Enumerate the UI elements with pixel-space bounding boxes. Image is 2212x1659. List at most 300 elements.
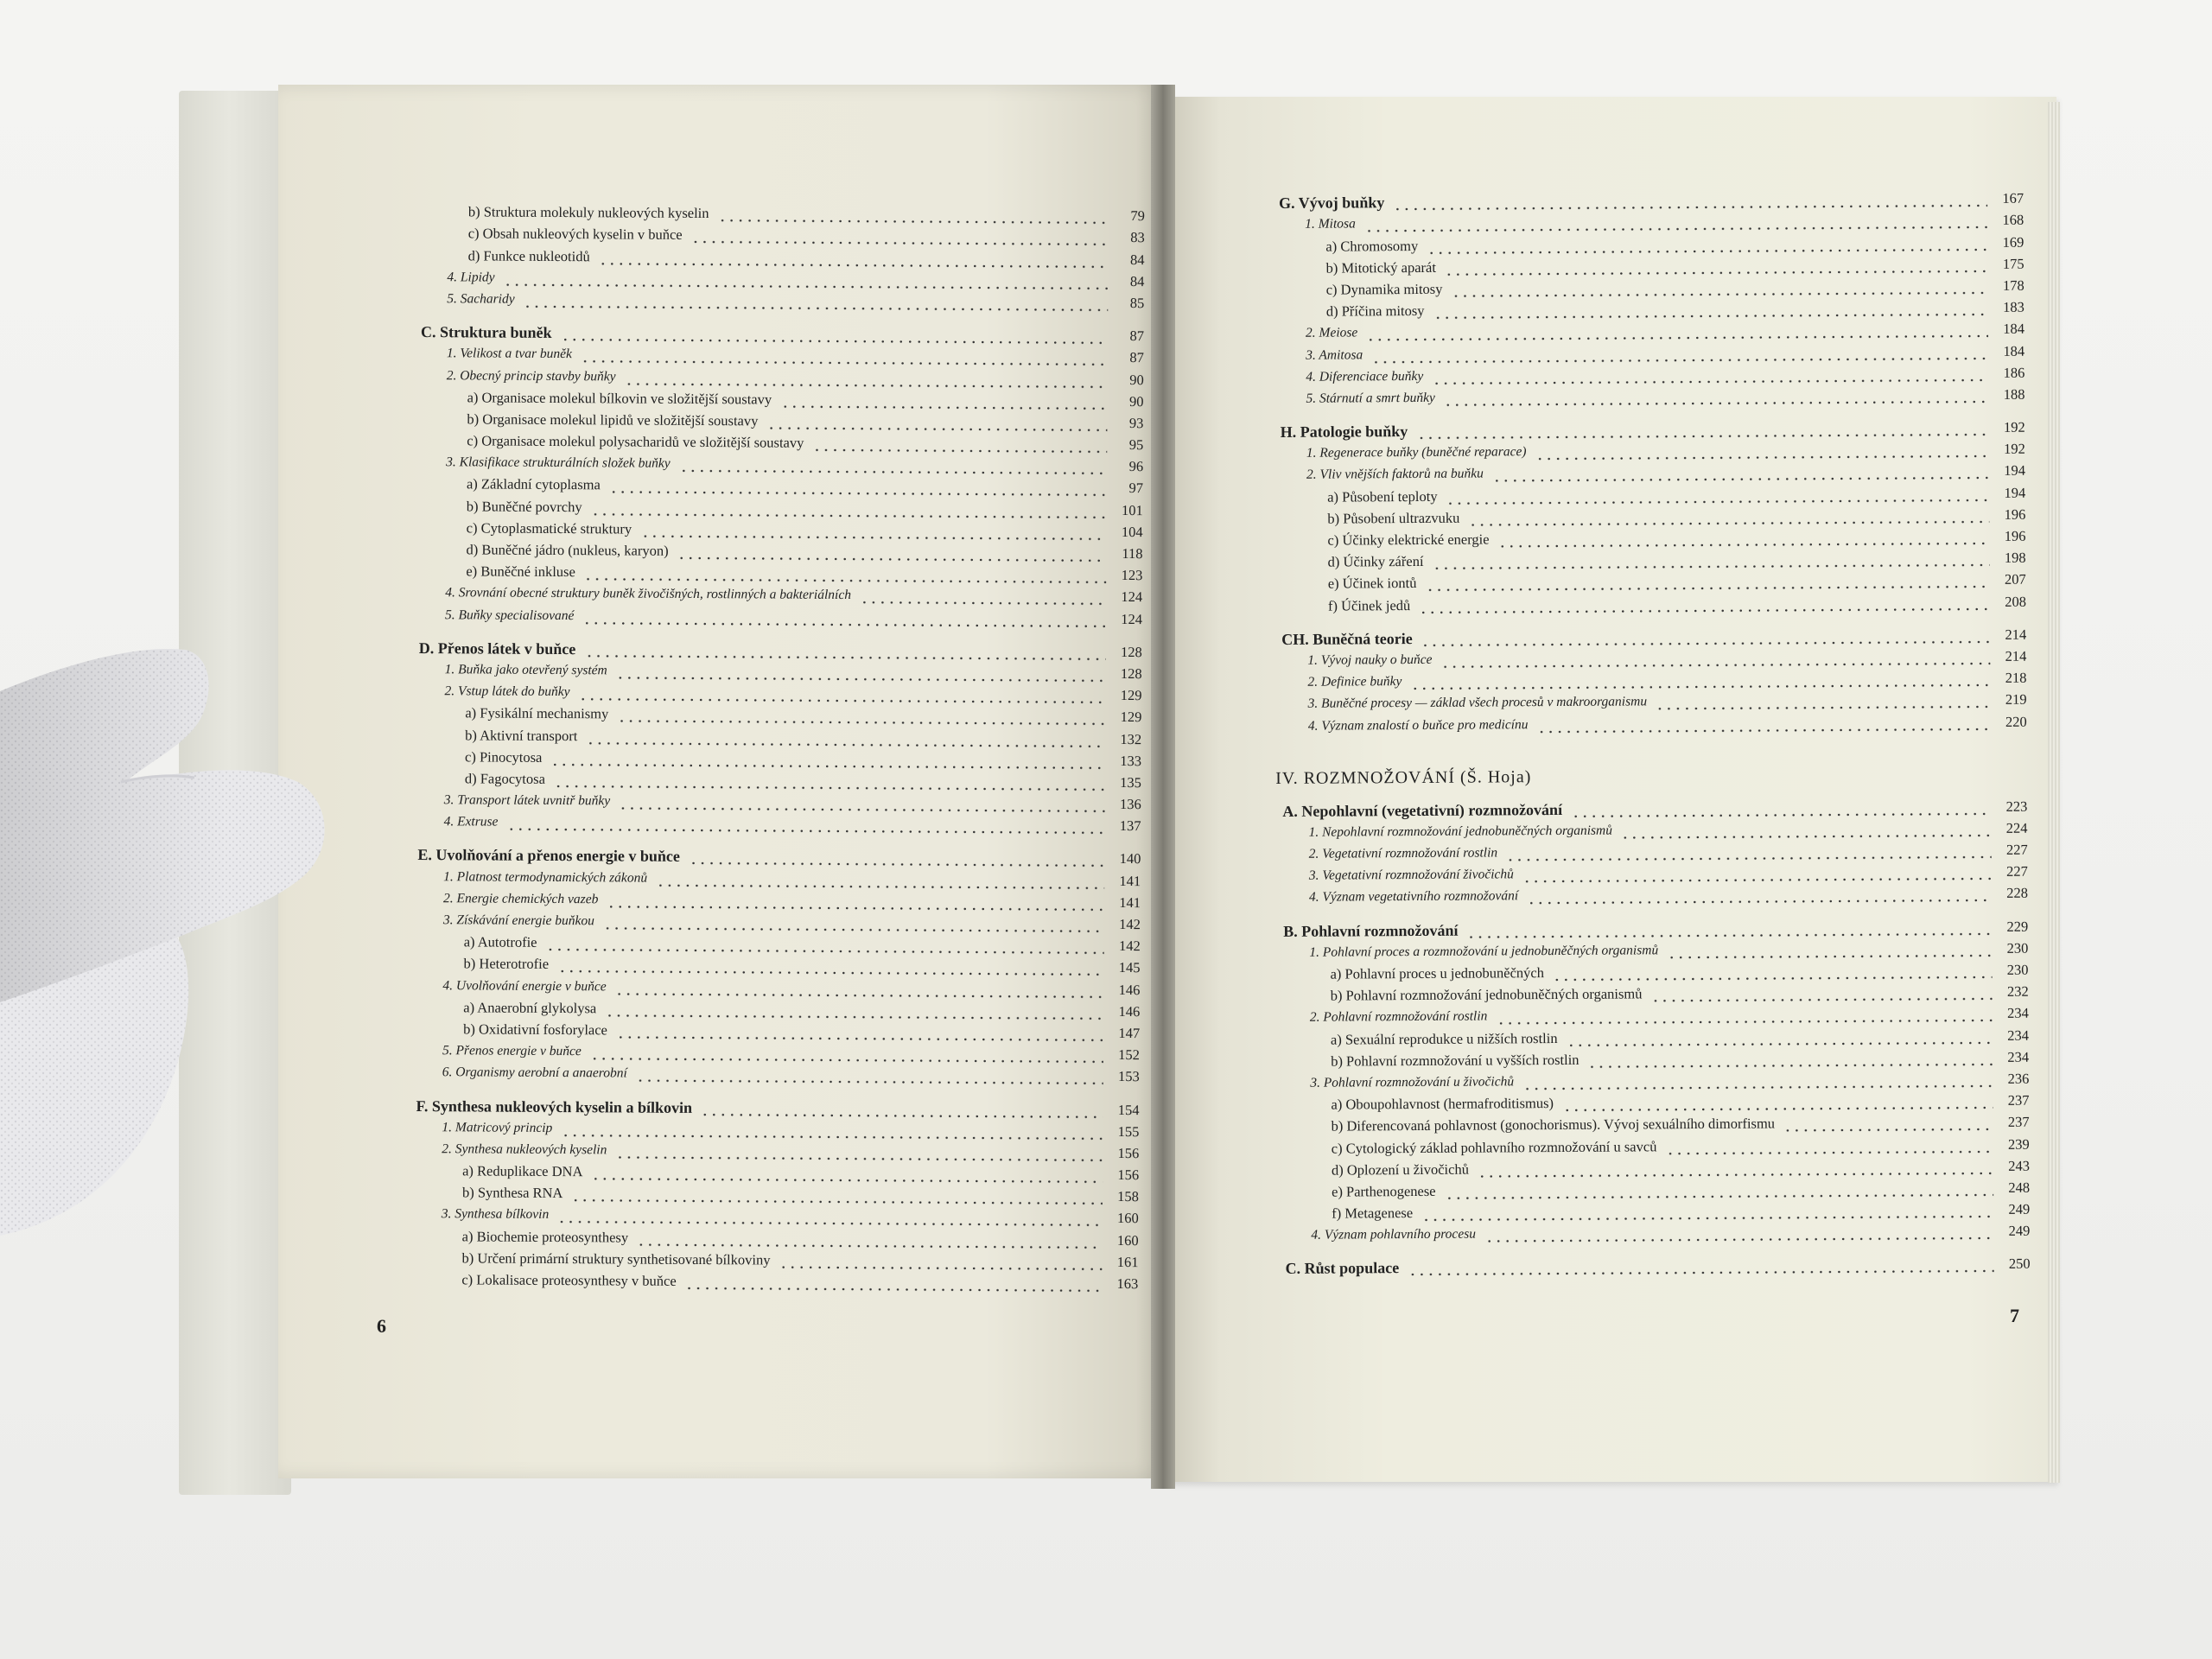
- toc-entry-title: e) Účinek iontů: [1327, 575, 1417, 592]
- toc-entry-title: d) Fagocytosa: [464, 770, 545, 787]
- toc-entry-page: 155: [1117, 1122, 1140, 1140]
- toc-section-entry: [1272, 186, 2024, 213]
- dot-leader: [1522, 1071, 1993, 1090]
- toc-entry: [1275, 709, 2027, 735]
- toc-entry-title: a) Reduplikace DNA: [462, 1162, 583, 1180]
- toc-entry-page: 129: [1120, 687, 1142, 704]
- toc-entry-title: 5. Sacharidy: [447, 291, 515, 307]
- toc-entry: [414, 264, 1144, 290]
- dot-leader: [506, 814, 1104, 835]
- toc-section-entry: [1279, 1251, 2031, 1278]
- toc-entry-page: 248: [2008, 1179, 2031, 1196]
- dot-leader: [603, 912, 1104, 933]
- toc-entry-title: 6. Organismy aerobní a anaerobní: [442, 1065, 627, 1081]
- toc-entry-title: a) Organisace molekul bílkovin ve složitější soustavy: [467, 389, 772, 408]
- dot-leader: [780, 391, 1108, 410]
- dot-leader: [561, 324, 1109, 345]
- toc-entry-title: 2. Vstup látek do buňky: [444, 683, 570, 700]
- toc-entry-title: 3. Amitosa: [1306, 346, 1363, 363]
- toc-entry-page: 196: [2004, 527, 2026, 544]
- toc-entry-title: F. Synthesa nukleových kyselin a bílkovin: [416, 1096, 693, 1116]
- dot-leader: [677, 543, 1107, 563]
- toc-entry-page: 208: [2005, 593, 2026, 610]
- dot-leader: [504, 269, 1109, 289]
- toc-entry: [1274, 567, 2026, 594]
- dot-leader: [1421, 626, 1991, 647]
- page-number-right: 7: [2010, 1305, 2019, 1326]
- toc-entry-title: 1. Nepohlavní rozmnožování jednobuněčných organismů: [1308, 823, 1613, 840]
- toc-entry-page: 128: [1120, 664, 1142, 683]
- toc-entry-title: a) Fysikální mechanismy: [465, 704, 609, 722]
- dot-leader: [1440, 648, 1990, 669]
- dot-leader: [605, 1000, 1103, 1020]
- toc-entry-title: 2. Definice buňky: [1307, 674, 1402, 690]
- toc-entry: [410, 907, 1141, 933]
- toc-entry-page: 239: [2007, 1135, 2030, 1153]
- toc-entry: [1273, 381, 2024, 408]
- dot-leader: [617, 706, 1105, 726]
- toc-entry-title: 2. Vliv vnějších faktorů na buňku: [1306, 466, 1484, 483]
- toc-entry: [1276, 935, 2028, 962]
- toc-entry: [410, 886, 1141, 912]
- dot-leader: [584, 563, 1107, 584]
- toc-entry-page: 194: [2004, 462, 2026, 480]
- toc-entry: [1276, 957, 2028, 983]
- toc-entry-title: f) Účinek jedů: [1327, 596, 1411, 614]
- toc-entry-page: 145: [1118, 959, 1141, 976]
- toc-entry-title: a) Oboupohlavnost (hermafroditismus): [1331, 1095, 1554, 1113]
- dot-leader: [545, 934, 1103, 955]
- toc-entry-page: 124: [1121, 588, 1143, 606]
- toc-entry: [410, 972, 1140, 998]
- toc-entry-title: G. Vývoj buňky: [1279, 194, 1385, 213]
- dot-leader: [1445, 256, 1988, 276]
- toc-entry-title: c) Účinky elektrické energie: [1327, 531, 1490, 549]
- toc-entry-page: 147: [1118, 1024, 1141, 1042]
- dot-leader: [1445, 1179, 1994, 1200]
- toc-entry-title: 4. Význam vegetativního rozmnožování: [1308, 888, 1519, 906]
- toc-entry: [413, 406, 1143, 432]
- toc-entry-page: 95: [1128, 436, 1144, 454]
- dot-leader: [1478, 1158, 1993, 1179]
- dot-leader: [524, 291, 1109, 312]
- toc-entry-page: 156: [1117, 1144, 1140, 1162]
- toc-entry-title: 2. Energie chemických vazeb: [443, 891, 599, 907]
- dot-leader: [1484, 1223, 1994, 1243]
- toc-entry: [408, 1267, 1138, 1293]
- toc-entry: [1273, 359, 2024, 386]
- dot-leader: [582, 607, 1106, 628]
- toc-entry-page: 192: [2004, 440, 2025, 458]
- toc-entry: [1277, 979, 2029, 1006]
- toc-entry-title: 1. Pohlavní proces a rozmnožování u jednobuněčných organismů: [1309, 943, 1659, 960]
- dot-leader: [599, 248, 1109, 269]
- toc-entry-page: 227: [2005, 841, 2028, 858]
- dot-leader: [561, 1120, 1103, 1141]
- toc-entry: [413, 493, 1143, 518]
- toc-entry-title: b) Působení ultrazvuku: [1327, 509, 1460, 527]
- toc-entry-title: A. Nepohlavní (vegetativní) rozmnožování: [1282, 800, 1563, 820]
- toc-entry: [411, 700, 1141, 726]
- dot-leader: [586, 728, 1105, 748]
- toc-entry-title: 4. Uvolňování energie v buňce: [442, 977, 607, 994]
- toc-entry: [1276, 837, 2028, 864]
- dot-leader: [625, 368, 1108, 388]
- table-of-contents-left: [408, 199, 1145, 1293]
- toc-section-entry: [1274, 621, 2026, 648]
- dot-leader: [607, 891, 1104, 912]
- toc-section-entry: [1276, 913, 2028, 940]
- toc-entry-page: 214: [2005, 647, 2027, 664]
- toc-entry: [410, 1038, 1140, 1064]
- toc-entry-title: a) Anaerobní glykolysa: [463, 999, 597, 1017]
- toc-entry: [1273, 272, 2024, 299]
- toc-entry-page: 84: [1130, 251, 1145, 268]
- dot-leader: [584, 640, 1106, 661]
- toc-entry: [1274, 545, 2026, 572]
- dot-leader: [1444, 386, 1989, 407]
- book-cover-edge: [179, 91, 291, 1495]
- toc-entry: [1278, 1109, 2030, 1136]
- toc-section-entry: [1274, 415, 2025, 442]
- dot-leader: [1667, 940, 1992, 959]
- toc-entry-title: 4. Extruse: [443, 814, 499, 830]
- toc-entry-title: b) Synthesa RNA: [461, 1184, 563, 1202]
- toc-entry-page: 230: [2006, 961, 2029, 978]
- toc-entry-title: 1. Velikost a tvar buněk: [446, 346, 573, 362]
- toc-entry-title: 1. Regenerace buňky (buněčné reparace): [1306, 444, 1527, 461]
- toc-entry-title: d) Buněčné jádro (nukleus, karyon): [466, 541, 669, 559]
- toc-entry-page: 168: [2002, 212, 2024, 229]
- toc-entry: [1272, 207, 2024, 234]
- toc-entry: [413, 515, 1143, 541]
- toc-entry: [1276, 880, 2028, 907]
- toc-entry-page: 141: [1119, 893, 1141, 911]
- toc-entry: [409, 1179, 1139, 1205]
- toc-entry-title: b) Oxidativní fosforylace: [463, 1020, 607, 1039]
- dot-leader: [1783, 1114, 1993, 1132]
- toc-entry-title: 3. Získávání energie buňkou: [442, 912, 595, 929]
- toc-entry: [409, 1136, 1139, 1162]
- dot-leader: [1497, 528, 1989, 548]
- toc-entry: [410, 950, 1141, 976]
- toc-entry-title: C. Struktura buněk: [420, 323, 552, 342]
- toc-entry: [1278, 1131, 2030, 1158]
- toc-entry-title: c) Cytoplasmatické struktury: [466, 519, 632, 537]
- dot-leader: [1562, 1092, 1993, 1112]
- toc-entry-title: e) Buněčné inkluse: [466, 563, 575, 581]
- toc-entry-title: 1. Matricový princip: [442, 1119, 553, 1135]
- toc-entry-page: 236: [2007, 1070, 2030, 1087]
- toc-entry: [1274, 643, 2026, 670]
- toc-entry-title: 3. Vegetativní rozmnožování živočichů: [1308, 867, 1514, 884]
- toc-entry-title: c) Cytologický základ pohlavního rozmnožování u savců: [1331, 1137, 1657, 1157]
- toc-entry-page: 188: [2003, 385, 2025, 403]
- toc-entry-title: 2. Meiose: [1305, 325, 1358, 341]
- dot-leader: [779, 1251, 1102, 1270]
- toc-entry: [1274, 436, 2025, 463]
- toc-entry-page: 142: [1118, 938, 1141, 955]
- toc-entry-page: 152: [1118, 1046, 1141, 1064]
- dot-leader: [1571, 798, 1991, 818]
- toc-entry-page: 158: [1117, 1188, 1140, 1205]
- toc-entry-page: 96: [1128, 458, 1144, 475]
- dot-leader: [1468, 506, 1989, 527]
- toc-entry-page: 192: [2003, 418, 2025, 435]
- toc-entry-title: b) Heterotrofie: [463, 955, 550, 973]
- toc-entry-page: 137: [1119, 817, 1141, 835]
- dot-leader: [637, 1229, 1103, 1249]
- toc-entry-page: 249: [2008, 1200, 2031, 1217]
- toc-entry-page: 234: [2007, 1027, 2030, 1044]
- toc-entry-page: 85: [1129, 294, 1145, 312]
- toc-entry-page: 87: [1129, 349, 1144, 366]
- toc-entry-page: 167: [2002, 189, 2024, 207]
- dot-leader: [616, 662, 1106, 682]
- toc-entry: [409, 1158, 1139, 1184]
- toc-entry-page: 196: [2004, 505, 2026, 523]
- toc-entry-page: 184: [2003, 320, 2025, 338]
- dot-leader: [1535, 441, 1988, 461]
- page-stack-edge: [2048, 102, 2060, 1483]
- dot-leader: [581, 346, 1108, 366]
- toc-entry-page: 223: [2005, 798, 2028, 815]
- dot-leader: [1433, 299, 1987, 320]
- toc-entry-page: 132: [1120, 730, 1142, 747]
- dot-leader: [554, 771, 1105, 791]
- toc-part-heading: [1275, 753, 2027, 786]
- toc-entry-page: 87: [1129, 327, 1145, 345]
- dot-leader: [701, 1099, 1103, 1119]
- toc-entry-page: 214: [2005, 626, 2027, 643]
- toc-entry-title: b) Pohlavní rozmnožování jednobuněčných organismů: [1330, 985, 1643, 1004]
- dot-leader: [1553, 962, 1993, 982]
- toc-entry-page: 178: [2002, 276, 2024, 294]
- toc-entry-page: 141: [1119, 872, 1141, 889]
- toc-entry: [409, 1201, 1139, 1227]
- toc-entry: [410, 863, 1141, 889]
- toc-entry: [1277, 1022, 2029, 1049]
- dot-leader: [766, 412, 1107, 431]
- toc-entry: [1272, 251, 2024, 277]
- dot-leader: [685, 1273, 1103, 1293]
- toc-entry-page: 146: [1118, 981, 1141, 998]
- toc-entry-page: 249: [2008, 1222, 2031, 1240]
- toc-entry-title: 4. Význam znalostí o buňce pro medicínu: [1307, 716, 1529, 734]
- toc-section-entry: [414, 319, 1144, 345]
- toc-entry-title: 1. Vývoj nauky o buňce: [1307, 652, 1433, 668]
- dot-leader: [615, 1141, 1103, 1161]
- toc-entry-title: CH. Buněčná teorie: [1281, 629, 1413, 648]
- toc-entry: [1274, 665, 2026, 692]
- toc-entry-page: 142: [1119, 915, 1141, 933]
- toc-entry-title: d) Funkce nukleotidů: [467, 246, 590, 264]
- toc-entry: [414, 286, 1144, 312]
- toc-entry: [415, 220, 1145, 246]
- toc-entry-title: d) Příčina mitosy: [1325, 302, 1425, 320]
- toc-entry-title: 4. Význam pohlavního procesu: [1311, 1226, 1477, 1243]
- toc-entry: [414, 384, 1144, 410]
- dot-leader: [619, 793, 1105, 813]
- toc-entry-page: 227: [2006, 862, 2028, 880]
- toc-entry-title: 3. Pohlavní rozmnožování u živočichů: [1310, 1074, 1515, 1090]
- toc-entry-page: 194: [2004, 484, 2026, 501]
- toc-entry-title: e) Parthenogenese: [1332, 1182, 1436, 1200]
- toc-entry-page: 218: [2005, 669, 2027, 686]
- toc-entry-page: 146: [1118, 1002, 1141, 1020]
- toc-entry-page: 175: [2002, 255, 2024, 272]
- toc-entry-title: c) Pinocytosa: [464, 748, 543, 766]
- toc-entry: [1277, 1088, 2029, 1115]
- toc-entry-page: 234: [2007, 1005, 2029, 1022]
- toc-entry: [414, 362, 1144, 388]
- toc-entry: [412, 580, 1142, 606]
- toc-entry-title: 4. Diferenciace buňky: [1306, 368, 1424, 385]
- toc-entry-page: 97: [1128, 480, 1144, 497]
- toc-entry-title: d) Oplození u živočichů: [1331, 1160, 1469, 1179]
- dot-leader: [1432, 365, 1988, 385]
- dot-leader: [656, 869, 1104, 889]
- toc-entry-title: b) Struktura molekuly nukleových kyselin: [467, 203, 709, 222]
- dot-leader: [1506, 842, 1992, 861]
- dot-leader: [616, 1021, 1103, 1041]
- toc-entry-title: 5. Stárnutí a smrt buňky: [1306, 390, 1435, 406]
- toc-entry-page: 220: [2005, 713, 2027, 730]
- toc-entry: [411, 809, 1141, 835]
- dot-leader: [1393, 190, 1987, 211]
- toc-entry-title: b) Aktivní transport: [465, 726, 578, 744]
- toc-entry-page: 232: [2006, 982, 2029, 1001]
- toc-entry-title: 3. Synthesa bílkovin: [441, 1206, 550, 1223]
- toc-entry-page: 184: [2003, 342, 2025, 359]
- toc-entry-title: IV. ROZMNOŽOVÁNÍ (Š. Hoja): [1275, 766, 1532, 788]
- toc-entry-page: 101: [1122, 501, 1143, 518]
- toc-entry-title: 1. Buňka jako otevřený systém: [444, 662, 607, 678]
- dot-leader: [1665, 1135, 1993, 1154]
- toc-entry-title: a) Autotrofie: [463, 933, 537, 951]
- dot-leader: [571, 1185, 1103, 1205]
- toc-entry: [413, 449, 1143, 475]
- toc-entry-page: 234: [2007, 1048, 2030, 1065]
- toc-entry: [412, 601, 1142, 627]
- toc-entry-title: c) Organisace molekul polysacharidů ve složitější soustavy: [467, 432, 804, 451]
- toc-entry-page: 104: [1121, 523, 1143, 540]
- toc-entry-title: 1. Platnost termodynamických zákonů: [443, 868, 648, 886]
- toc-entry: [410, 1016, 1140, 1042]
- dot-leader: [579, 683, 1106, 704]
- toc-entry-title: 4. Srovnání obecné struktury buněk živočišných, rostlinných a bakteriálních: [445, 585, 852, 603]
- toc-entry: [1278, 1153, 2030, 1179]
- dot-leader: [812, 435, 1107, 454]
- toc-entry: [1274, 523, 2025, 550]
- toc-entry: [1277, 1065, 2029, 1092]
- toc-section-entry: [412, 635, 1142, 661]
- toc-entry-page: 140: [1119, 850, 1141, 868]
- toc-entry: [410, 1059, 1140, 1085]
- toc-entry-title: 2. Synthesa nukleových kyselin: [442, 1141, 607, 1158]
- toc-entry-page: 90: [1129, 371, 1144, 388]
- toc-entry-page: 228: [2006, 885, 2029, 902]
- toc-entry-page: 183: [2003, 298, 2024, 315]
- toc-entry: [1277, 1044, 2029, 1071]
- toc-entry-title: 5. Buňky specialisované: [445, 607, 575, 623]
- dot-leader: [1421, 1201, 1993, 1222]
- dot-leader: [1492, 462, 1989, 483]
- toc-entry-title: 2. Vegetativní rozmnožování rostlin: [1308, 845, 1498, 861]
- toc-entry-title: a) Biochemie proteosynthesy: [461, 1227, 629, 1246]
- dot-leader: [1410, 670, 1990, 690]
- toc-entry: [1273, 316, 2024, 343]
- dot-leader: [1432, 550, 1989, 570]
- dot-leader: [636, 1065, 1103, 1085]
- toc-entry-title: H. Patologie buňky: [1280, 423, 1408, 442]
- dot-leader: [1587, 1049, 1993, 1069]
- toc-entry: [414, 340, 1144, 366]
- toc-entry: [1275, 687, 2027, 714]
- toc-entry-page: 229: [2006, 918, 2029, 935]
- dot-leader: [1419, 593, 1990, 613]
- book-gutter: [1151, 85, 1175, 1489]
- toc-entry-page: 237: [2007, 1113, 2030, 1131]
- toc-entry-title: a) Chromosomy: [1325, 237, 1419, 255]
- dot-leader: [557, 1206, 1103, 1227]
- toc-entry: [411, 787, 1141, 813]
- toc-entry-title: b) Určení primární struktury synthetisované bílkoviny: [461, 1249, 771, 1268]
- toc-entry: [1273, 338, 2024, 365]
- dot-leader: [1567, 1027, 1993, 1046]
- toc-entry: [1277, 1001, 2029, 1027]
- toc-entry: [411, 743, 1141, 769]
- toc-entry-page: 219: [2005, 690, 2027, 709]
- toc-entry-title: b) Buněčné povrchy: [466, 497, 582, 515]
- dot-leader: [1522, 863, 1992, 883]
- toc-entry: [1276, 859, 2028, 886]
- toc-section-entry: [1275, 793, 2027, 820]
- toc-entry-page: 123: [1121, 567, 1143, 584]
- toc-entry-page: 160: [1116, 1231, 1139, 1249]
- toc-entry-title: a) Základní cytoplasma: [466, 475, 601, 493]
- dot-leader: [717, 205, 1108, 225]
- toc-entry-page: 243: [2008, 1157, 2030, 1174]
- dot-leader: [1621, 820, 1992, 840]
- toc-entry: [413, 428, 1143, 454]
- toc-entry-page: 153: [1118, 1068, 1140, 1085]
- toc-entry-page: 135: [1120, 773, 1141, 791]
- toc-entry-title: f) Metagenese: [1332, 1205, 1414, 1222]
- toc-entry-page: 230: [2006, 939, 2029, 957]
- toc-entry-page: 83: [1130, 229, 1145, 246]
- dot-leader: [679, 455, 1108, 475]
- toc-entry-page: 250: [2008, 1255, 2031, 1273]
- toc-entry: [1272, 229, 2024, 256]
- page-number-left: 6: [377, 1315, 386, 1337]
- dot-leader: [860, 588, 1106, 607]
- toc-entry: [411, 678, 1141, 704]
- dot-leader: [591, 1163, 1103, 1184]
- dot-leader: [609, 477, 1107, 498]
- toc-entry-page: 124: [1121, 610, 1143, 627]
- toc-entry-page: 90: [1129, 392, 1144, 410]
- dot-leader: [1425, 571, 1989, 592]
- toc-entry: [409, 1223, 1139, 1249]
- toc-entry-title: 4. Lipidy: [447, 269, 495, 285]
- toc-entry-title: 2. Pohlavní rozmnožování rostlin: [1309, 1008, 1488, 1026]
- toc-entry-title: c) Obsah nukleových kyselin v buňce: [467, 225, 683, 244]
- toc-entry-title: 3. Buněčné procesy — základ všech procesů v makroorganismu: [1307, 694, 1648, 712]
- toc-entry-page: 237: [2007, 1091, 2030, 1109]
- toc-entry-page: 84: [1129, 272, 1145, 289]
- toc-entry-title: C. Růst populace: [1285, 1259, 1400, 1278]
